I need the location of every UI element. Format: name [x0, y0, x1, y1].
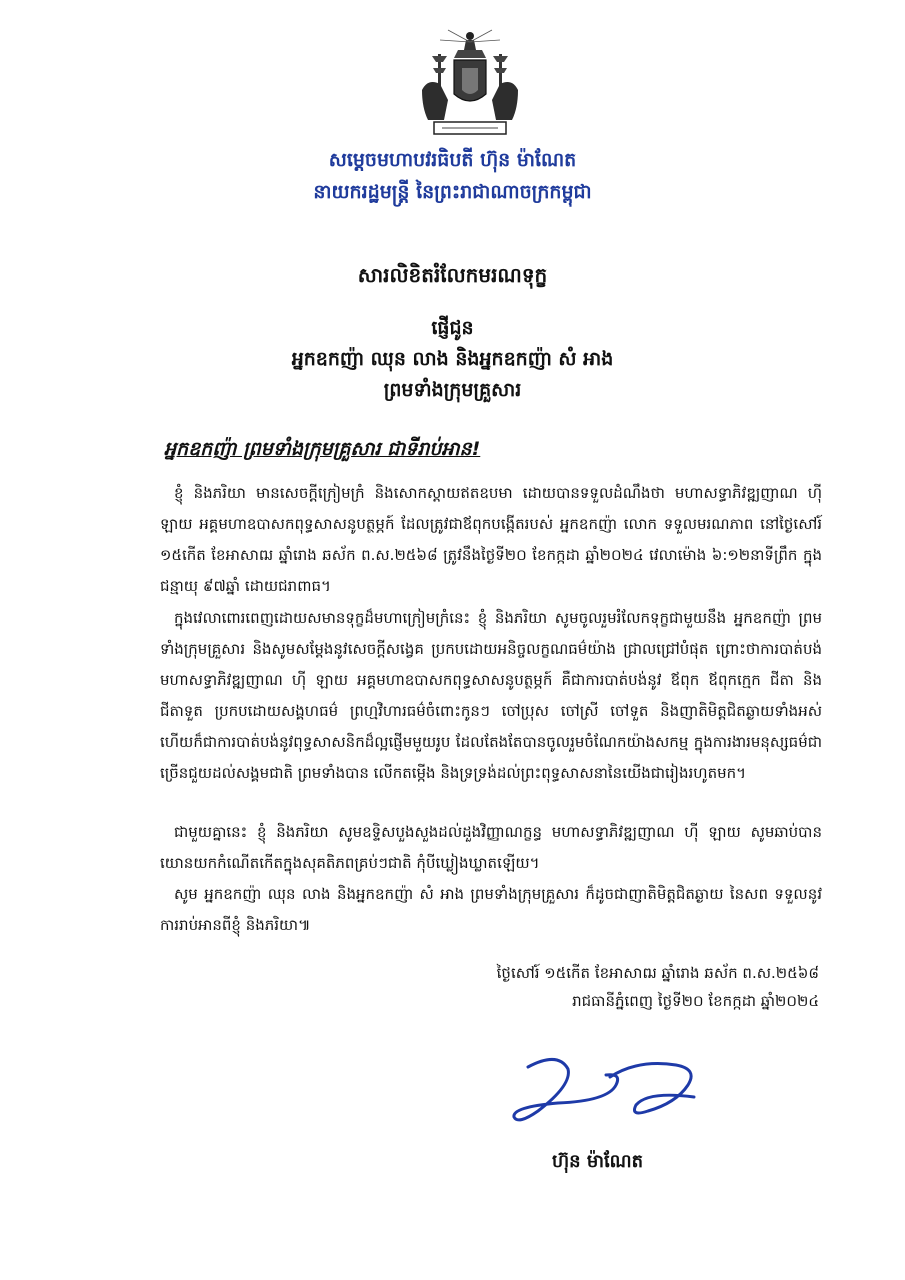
signer-name: ហ៊ុន ម៉ាណែត [552, 1151, 644, 1172]
body-paragraph-2 [160, 603, 822, 789]
sender-position: នាយករដ្ឋមន្ត្រី នៃព្រះរាជាណាចក្រកម្ពុជា [313, 181, 592, 203]
letter-recipients: អ្នកឧកញ៉ា ឈុន លាង និងអ្នកឧកញ៉ា សំ អាង [291, 348, 614, 370]
letter-heading: សារលិខិតរំលែកមរណទុក្ខ [357, 263, 548, 287]
body-paragraph-4 [160, 879, 822, 941]
paragraph-text: ក្នុងវេលាពោរពេញដោយសមានទុក្ខដ៏មហាក្រៀមក្រំនេះ ខ្ញុំ និងភរិយា សូមចូលរួមរំលែកទុក្ខជាមួយនឹង អ្នកឧកញ៉ា ព្រមទាំងក្រុមគ្រួសារ និងសូមសម្តែងនូវសេចក្តីសង្វេគ ប្រកបដោយអនិច្ចលក្ខណធម៌យ៉ាង ជ្រាលជ្រៅបំផុត ព្រោះថាការបាត់បង់ មហាសទ្ធាភិវឌ្ឍញាណ ហ៊ី ឡាយ អគ្គមហាឧបាសកពុទ្ធសាសនូបត្ថម្ភក៍ គឺជាការបាត់បង់នូវ ឪពុក ឪពុកក្មេក ជីតា និងជីតាទួត ប្រកបដោយសង្គហធម៌ ព្រហ្មវិហារធម៌ចំពោះកូនៗ ចៅប្រុស ចៅស្រី ចៅទួត និងញាតិមិត្តជិតឆ្ងាយទាំងអស់ ហើយក៏ជាការបាត់បង់នូវពុទ្ធសាសនិកដ៏ល្អផ្ញើមមួយរូប ដែលតែងតែបានចូលរួមចំណែកយ៉ាងសកម្ម ក្នុងការងារមនុស្សធម៌ជាច្រើនជួយដល់សង្គមជាតិ ព្រមទាំងបាន លើកតម្កើង និងទ្រទ្រង់ដល់ព្រះពុទ្ធសាសនានៃយើងជារៀងរហូតមក។ [160, 609, 822, 782]
paragraph-text: ខ្ញុំ និងភរិយា មានសេចក្តីក្រៀមក្រំ និងសោកស្តាយឥតឧបមា ដោយបានទទួលដំណឹងថា មហាសទ្ធាភិវឌ្ឍញាណ ហ៊ី ឡាយ អគ្គមហាឧបាសកពុទ្ធសាសនូបត្ថម្ភក៍ ដែលត្រូវជាឪពុកបង្កើតរបស់ អ្នកឧកញ៉ា លោក ទទួលមរណភាព នៅថ្ងៃសៅរ៍ ១៥កើត ខែអាសាឍ ឆ្នាំរោង ឆស័ក ព.ស.២៥៦៨ ត្រូវនឹងថ្ងៃទី២០ ខែកក្កដា ឆ្នាំ២០២៤ វេលាម៉ោង ៦:១២នាទីព្រឹក ក្នុងជន្មាយុ ៩៧ឆ្នាំ ដោយជរាពាធ។ [160, 484, 822, 595]
letter-to: ផ្ញើជូន [431, 317, 474, 339]
royal-emblem-icon [418, 28, 522, 138]
sender-name: សម្តេចមហាបវរធិបតី ហ៊ុន ម៉ាណែត [328, 149, 577, 171]
letter-recipients-family: ព្រមទាំងក្រុមគ្រួសារ [383, 379, 522, 401]
solar-date-place: រាជធានីភ្នំពេញ ថ្ងៃទី២០ ខែកក្កដា ឆ្នាំ២០២៤ [572, 992, 819, 1010]
body-paragraph-3 [160, 817, 822, 879]
body-paragraph-1 [160, 478, 822, 602]
paragraph-text: ជាមួយគ្នានេះ ខ្ញុំ និងភរិយា សូមឧទ្ទិសបួងសួងដល់ដួងវិញ្ញាណក្ខន្ធ មហាសទ្ធាភិវឌ្ឍញាណ ហ៊ី ឡាយ សូមឆាប់បានយោនយកកំណើតកើតក្នុងសុគតិភពគ្រប់ៗជាតិ កុំបីឃ្លៀងឃ្លាតឡើយ។ [160, 823, 822, 872]
lunar-date: ថ្ងៃសៅរ៍ ១៥កើត ខែអាសាឍ ឆ្នាំរោង ឆស័ក ព.ស.២៥៦៨ [496, 964, 819, 982]
salutation: អ្នកឧកញ៉ា ព្រមទាំងក្រុមគ្រួសារ ជាទីរាប់អាន! [164, 438, 481, 460]
signature-icon [498, 1045, 708, 1127]
paragraph-text: សូម អ្នកឧកញ៉ា ឈុន លាង និងអ្នកឧកញ៉ា សំ អាង ព្រមទាំងក្រុមគ្រួសារ ក៏ដូចជាញាតិមិត្តជិតឆ្ងាយ នៃសព ទទួលនូវការរាប់អានពីខ្ញុំ និងភរិយា៕ [160, 885, 822, 934]
